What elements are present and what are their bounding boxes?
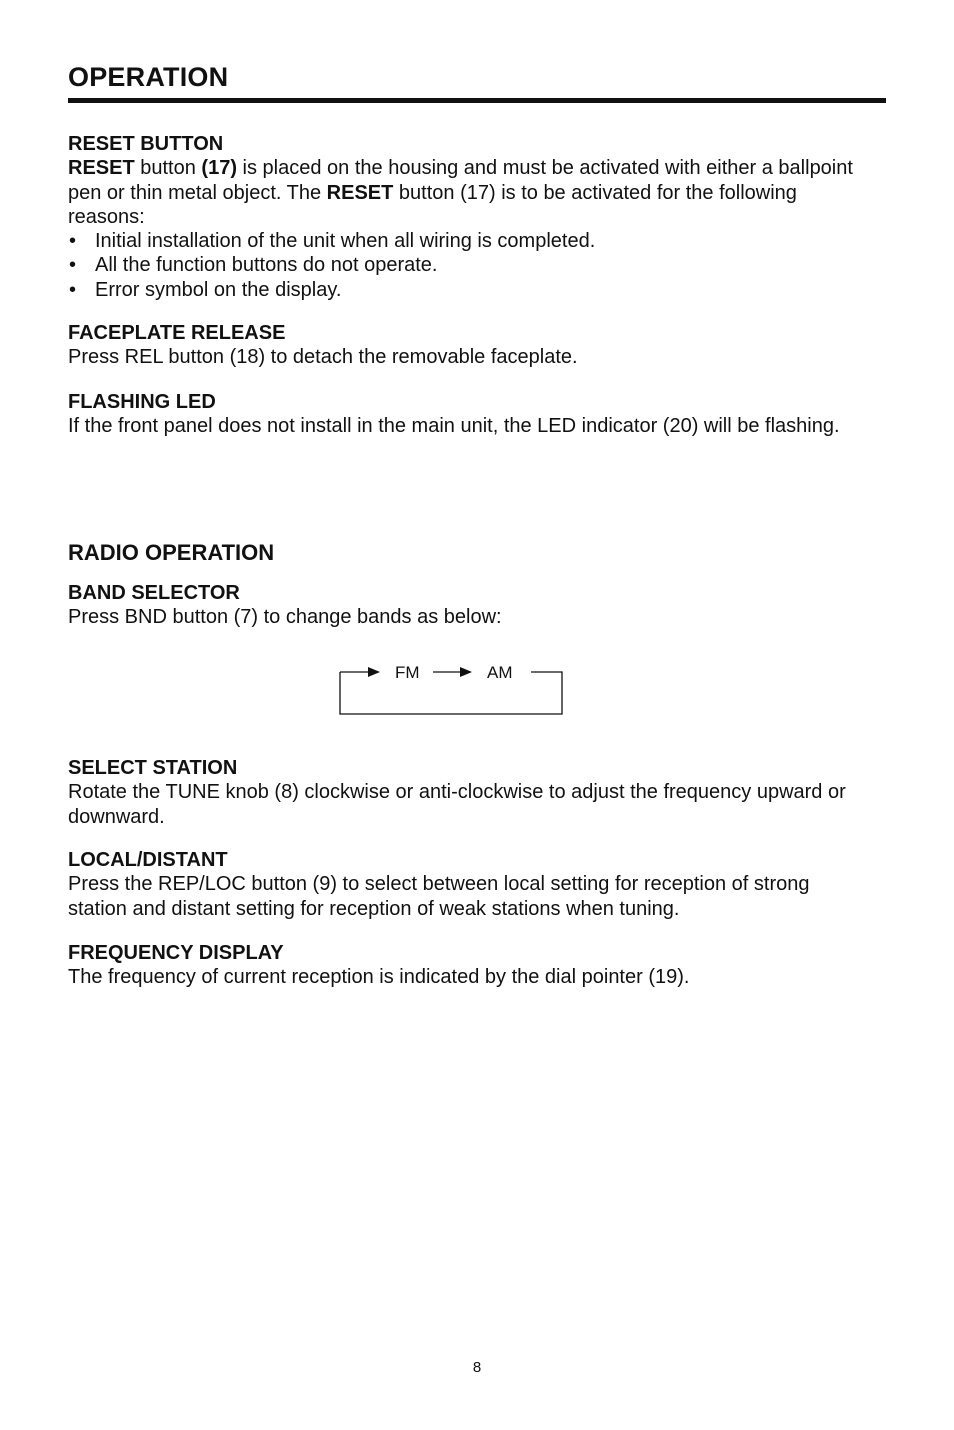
bullet-icon: • (69, 230, 77, 253)
band-heading: BAND SELECTOR (68, 582, 240, 604)
local-distant-section (68, 848, 868, 921)
list-item (68, 278, 868, 302)
faceplate-text: Press REL button (18) to detach the removable faceplate. (68, 346, 578, 369)
title-rule (68, 98, 886, 103)
reset-text-3: button (17) is to be activated for the following reasons: (68, 181, 797, 228)
list-item-text: Initial installation of the unit when all wiring is completed. (95, 230, 596, 253)
faceplate-section (68, 321, 868, 370)
radio-section (68, 541, 868, 565)
page-title: OPERATION (68, 62, 229, 92)
select-station-section (68, 756, 868, 829)
list-item-text: All the function buttons do not operate. (95, 254, 438, 277)
reset-text-2: is placed on the housing and must be activated with either a ballpoint pen or thin metal object. The (68, 157, 853, 204)
reset-section (68, 132, 868, 302)
select-station-heading: SELECT STATION (68, 757, 238, 779)
list-item (68, 253, 868, 277)
band-text: Press BND button (7) to change bands as below: (68, 606, 502, 629)
select-station-text: Rotate the TUNE knob (8) clockwise or anti-clockwise to adjust the frequency upward or downward. (68, 781, 846, 828)
frequency-heading: FREQUENCY DISPLAY (68, 942, 284, 964)
reset-bold-2: (17) (201, 157, 237, 180)
frequency-section (68, 941, 868, 990)
bullet-icon: • (69, 278, 77, 301)
list-item (68, 229, 868, 253)
reset-bold-1: RESET (68, 157, 135, 180)
local-distant-text: Press the REP/LOC button (9) to select between local setting for reception of strong station and distant setting for reception of weak stations when tuning. (68, 873, 810, 920)
reset-bold-3: RESET (326, 181, 394, 204)
faceplate-heading: FACEPLATE RELEASE (68, 322, 286, 344)
bullet-icon: • (69, 254, 77, 277)
fm-label: FM (395, 663, 420, 682)
local-distant-heading: LOCAL/DISTANT (68, 849, 228, 871)
list-item-text: Error symbol on the display. (95, 278, 342, 301)
reset-reasons-list (68, 229, 868, 302)
frequency-text: The frequency of current reception is indicated by the dial pointer (19). (68, 966, 690, 989)
arrow-head-to-am-icon (460, 667, 472, 677)
loop-line (340, 672, 562, 714)
reset-heading: RESET BUTTON (68, 133, 224, 155)
reset-text-1: button (134, 157, 202, 180)
reset-paragraph (68, 156, 868, 229)
flashing-text: If the front panel does not install in the main unit, the LED indicator (20) will be flashing. (68, 415, 840, 438)
band-cycle-diagram (330, 650, 580, 730)
band-section (68, 581, 868, 630)
arrow-head-to-fm-icon (368, 667, 380, 677)
radio-heading: RADIO OPERATION (68, 540, 275, 565)
flashing-heading: FLASHING LED (68, 391, 216, 413)
page-number: 8 (472, 1359, 482, 1376)
am-label: AM (487, 663, 513, 682)
flashing-section (68, 390, 868, 439)
